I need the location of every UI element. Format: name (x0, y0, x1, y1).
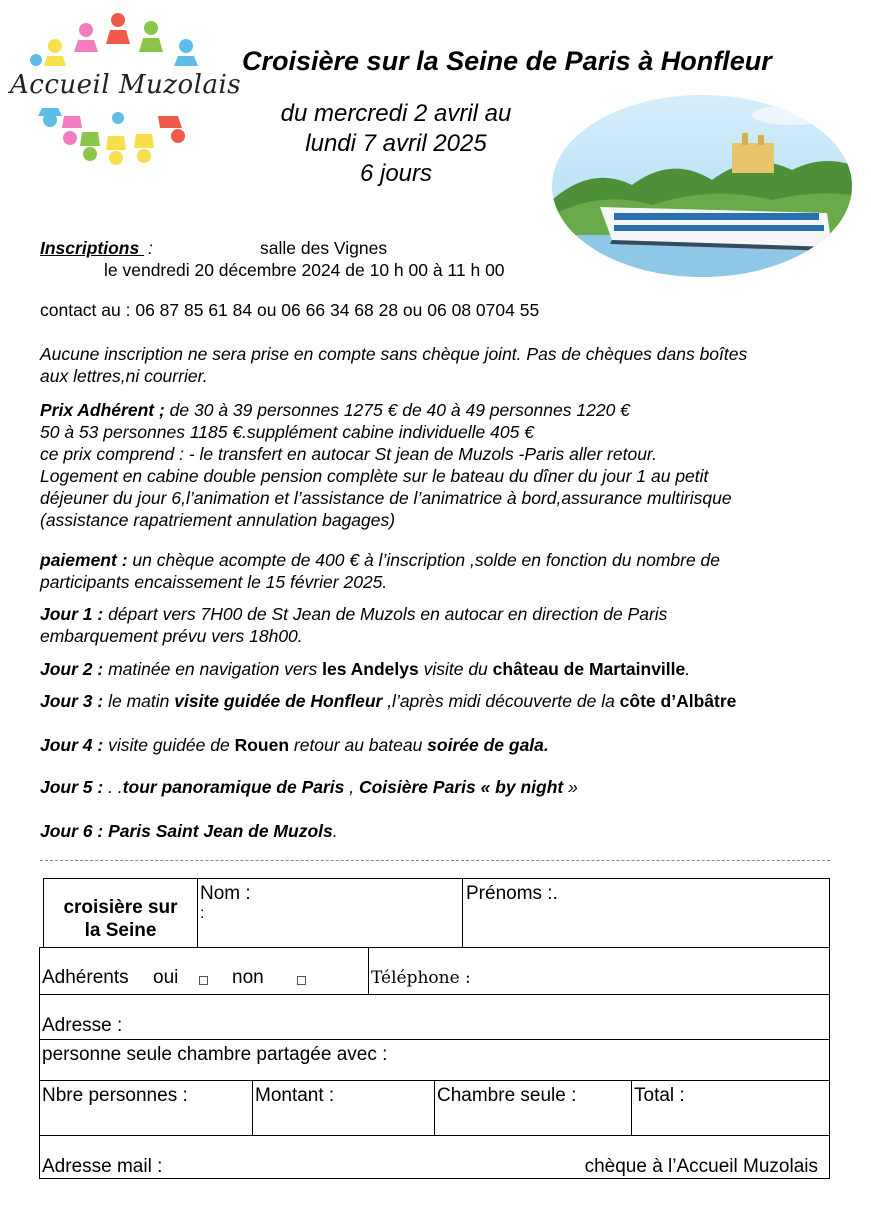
prenoms-field[interactable] (462, 878, 830, 948)
prix-line-4: Logement en cabine double pension complète sur le bateau du dîner du jour 1 au petit (40, 466, 709, 486)
jour-3-text: le matin (103, 691, 175, 711)
jour-2-end: . (685, 659, 691, 679)
jour-1-label: Jour 1 : (40, 604, 104, 624)
page-title: Croisière sur la Seine de Paris à Honfleur (242, 46, 772, 76)
notice-line-1: Aucune inscription ne sera prise en compte sans chèque joint. Pas de chèques dans boîtes (40, 344, 748, 364)
non-checkbox[interactable] (297, 976, 306, 985)
telephone-label: Téléphone : (371, 968, 471, 988)
inscriptions-place: salle des Vignes (260, 238, 388, 258)
duration: 6 jours (359, 160, 433, 187)
jour-2-place: les Andelys (322, 659, 419, 679)
jour-5-label: Jour 5 : (40, 777, 104, 797)
prix-line-1 (40, 400, 630, 422)
notice-line-2: aux lettres,ni courrier. (40, 366, 208, 386)
jour-2-label: Jour 2 : (40, 659, 104, 679)
logo-text: Accueil Muzolais (10, 70, 242, 100)
jour-4-place: Rouen (234, 735, 290, 755)
adresse-mail-label: Adresse mail : (42, 1156, 163, 1177)
jour-3-place: côte d’Albâtre (619, 691, 737, 711)
inscriptions-line (40, 238, 153, 260)
nom-label: Nom : (200, 883, 251, 904)
jour-1-text: départ vers 7H00 de St Jean de Muzols en autocar en direction de Paris (103, 604, 668, 624)
adherents-label: Adhérents (42, 967, 129, 988)
jour-6-line (40, 821, 338, 843)
jour-4-line (40, 735, 549, 757)
adherents-field (39, 947, 369, 995)
inscriptions-when: le vendredi 20 décembre 2024 de 10 h 00 à 11 h 00 (104, 260, 505, 280)
jour-3-label: Jour 3 : (40, 691, 104, 711)
prix-label: Prix Adhérent ; (40, 400, 165, 420)
total-field[interactable] (631, 1080, 830, 1136)
paiement-line-2: participants encaissement le 15 février 2025. (40, 572, 388, 592)
jour-2-visit: château de Martainville (492, 659, 686, 679)
paiement-label: paiement : (40, 550, 128, 570)
chambre-seule-label: Chambre seule : (437, 1085, 577, 1106)
jour-3-text-2: ,l’après midi découverte de la (382, 691, 620, 711)
inscriptions-sep: : (148, 238, 153, 258)
jour-2-text-2: visite du (418, 659, 493, 679)
jour-5-end: » (563, 777, 578, 797)
montant-field[interactable] (252, 1080, 435, 1136)
oui-label: oui (153, 967, 179, 988)
montant-label: Montant : (255, 1085, 335, 1106)
prix-line-6: (assistance rapatriement annulation bagages) (40, 510, 396, 530)
personne-seule-label: personne seule chambre partagée avec : (42, 1044, 388, 1065)
prix-line-5: déjeuner du jour 6,l’animation et l’assistance de l’animatrice à bord,assurance multirisque (40, 488, 732, 508)
form-title-cell (43, 878, 198, 948)
chambre-seule-field[interactable] (434, 1080, 632, 1136)
adresse-mail-field[interactable] (39, 1135, 830, 1179)
paiement-line-1 (40, 550, 720, 572)
jour-5-line (40, 777, 578, 799)
jour-3-line (40, 691, 736, 713)
jour-1-line-2: embarquement prévu vers 18h00. (40, 626, 303, 646)
jour-4-label: Jour 4 : (40, 735, 104, 755)
date-line-2: lundi 7 avril 2025 (305, 130, 487, 157)
paiement-text: un chèque acompte de 400 € à l’inscription ,solde en fonction du nombre de (127, 550, 721, 570)
prix-line-3: ce prix comprend : - le transfert en autocar St jean de Muzols -Paris aller retour. (40, 444, 657, 464)
personne-seule-field[interactable] (39, 1039, 830, 1081)
jour-5-sep: , (344, 777, 359, 797)
jour-6-label: Jour 6 : Paris Saint Jean de Muzols (40, 821, 333, 841)
adresse-field[interactable] (39, 994, 830, 1040)
jour-6-end: . (332, 821, 338, 841)
date-line-1: du mercredi 2 avril au (280, 100, 512, 127)
jour-3-visit: visite guidée de Honfleur (174, 691, 383, 711)
cruise-boat-image (552, 95, 852, 277)
nom-field[interactable] (197, 878, 463, 948)
total-label: Total : (634, 1085, 685, 1106)
jour-4-text-2: retour au bateau (289, 735, 428, 755)
cheque-note: chèque à l’Accueil Muzolais (584, 1156, 818, 1177)
non-label: non (232, 967, 264, 988)
form-title-line-2: la Seine (84, 920, 157, 941)
nom-colon: : (200, 905, 205, 922)
jour-2-text: matinée en navigation vers (103, 659, 323, 679)
jour-4-text: visite guidée de (103, 735, 235, 755)
inscriptions-label: Inscriptions (40, 238, 145, 258)
jour-4-event: soirée de gala. (427, 735, 549, 755)
nbre-personnes-field[interactable] (39, 1080, 253, 1136)
nbre-personnes-label: Nbre personnes : (42, 1085, 188, 1106)
oui-checkbox[interactable] (199, 976, 208, 985)
cut-line (40, 860, 830, 861)
contact-line: contact au : 06 87 85 61 84 ou 06 66 34 68 28 ou 06 08 0704 55 (40, 300, 540, 320)
prenoms-label: Prénoms :. (466, 883, 558, 904)
prix-text: de 30 à 39 personnes 1275 € de 40 à 49 personnes 1220 € (164, 400, 630, 420)
jour-1-line-1 (40, 604, 667, 626)
form-title-line-1: croisière sur (63, 897, 178, 918)
telephone-field[interactable] (368, 947, 830, 995)
logo-figure (30, 13, 198, 66)
jour-5-tour: tour panoramique de Paris (122, 777, 345, 797)
prix-line-2: 50 à 53 personnes 1185 €.supplément cabine individuelle 405 € (40, 422, 534, 442)
jour-2-line (40, 659, 690, 681)
adresse-label: Adresse : (42, 1015, 123, 1036)
jour-5-text: . . (103, 777, 123, 797)
jour-5-night: Coisière Paris « by night (358, 777, 564, 797)
